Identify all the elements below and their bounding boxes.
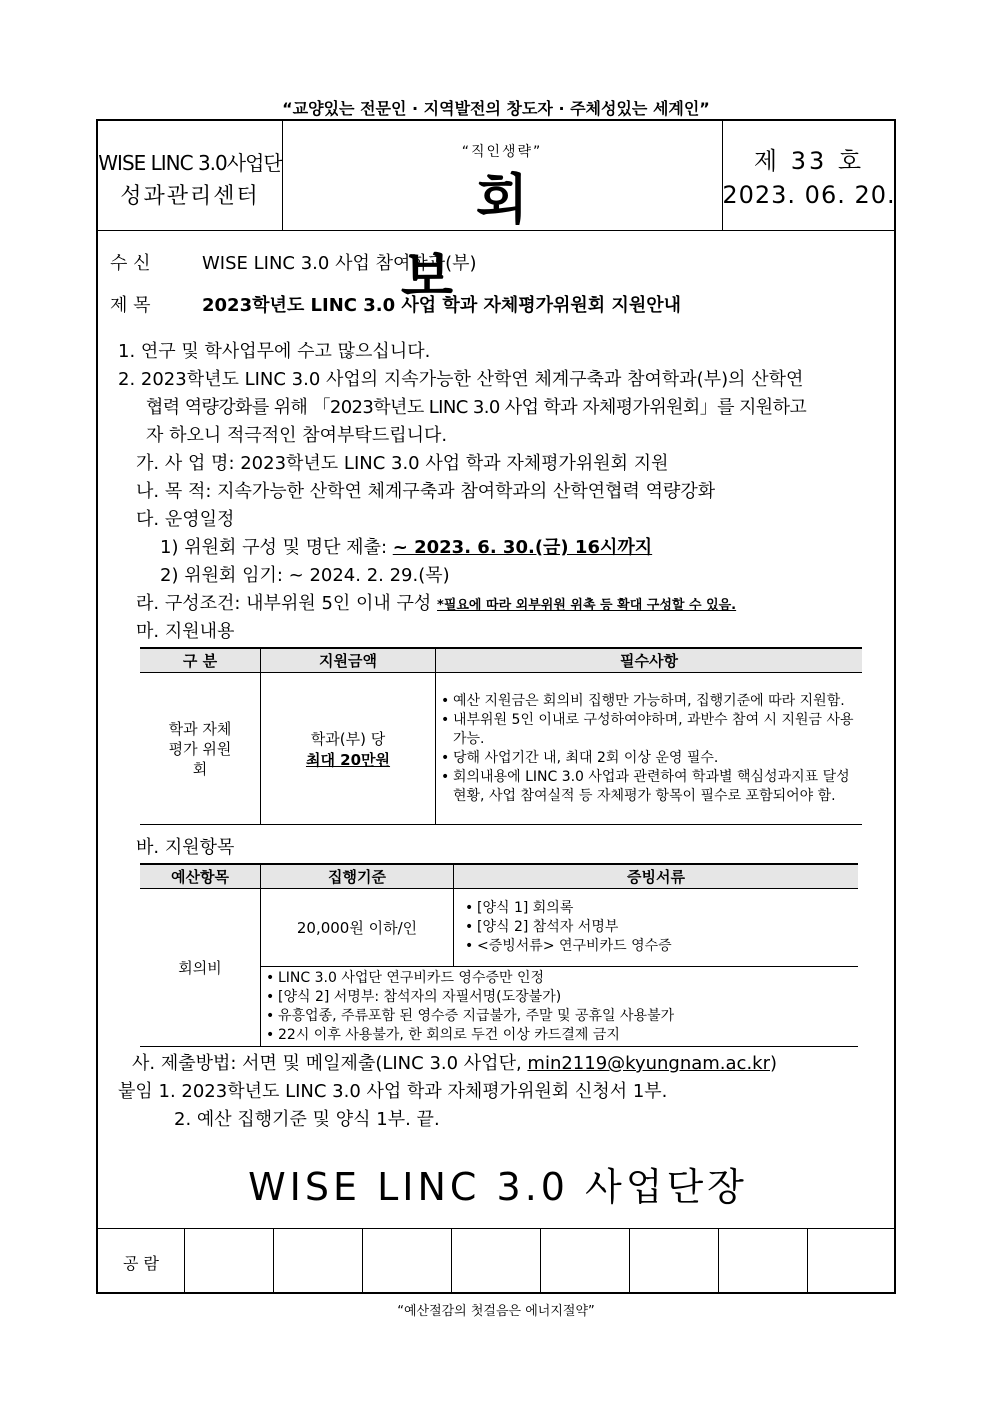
note-item: • [양식 2] 서명부: 참석자의 자필서명(도장불가): [278, 988, 853, 1007]
item-ra: [136, 589, 736, 615]
amount-max: 최대 20만원: [305, 750, 391, 769]
note-item: • 22시 이후 사용불가, 한 회의로 두건 이상 카드결제 금지: [278, 1026, 853, 1045]
seal-omitted-note: “직인생략”: [461, 144, 543, 160]
item-ma: 마. 지원내용: [136, 621, 235, 642]
doc-title: 회보: [400, 168, 679, 308]
requirement-item: • 당해 사업기간 내, 최대 2회 이상 운영 필수.: [453, 749, 857, 768]
circulation-cell: [362, 1228, 363, 1294]
circulation-cell: [273, 1228, 274, 1294]
circulation-divider: [98, 1228, 894, 1229]
org-name: WISE LINC 3.0사업단: [98, 151, 282, 175]
document-item: • <증빙서류> 연구비카드 영수증: [477, 937, 853, 956]
motto: “교양있는 전문인 · 지역발전의 창도자 · 주체성있는 세계인”: [282, 99, 710, 118]
support-requirements: [436, 673, 863, 825]
footer-slogan: “예산절감의 첫걸음은 에너지절약”: [397, 1304, 595, 1319]
subject-value: 2023학년도 LINC 3.0 사업 학과 자체평가위원회 지원안내: [202, 295, 682, 316]
item-notes: [261, 967, 859, 1047]
header-divider: [98, 230, 894, 231]
subject-label: 제 목: [110, 295, 151, 316]
signature: WISE LINC 3.0 사업단장: [248, 1165, 748, 1209]
recipient-value: WISE LINC 3.0 사업 참여학과(부): [202, 253, 477, 274]
support-amount: [261, 673, 436, 825]
circulation-cell: [718, 1228, 719, 1294]
circulation-cell: [629, 1228, 630, 1294]
item-standard: 20,000원 이하/인: [261, 889, 454, 967]
document-frame: [96, 119, 896, 1294]
item-na: 나. 목 적: 지속가능한 산학연 체계구축과 참여학과의 산학연협력 역량강화: [136, 481, 716, 502]
document-item: • [양식 2] 참석자 서명부: [477, 918, 853, 937]
note-item: • LINC 3.0 사업단 연구비카드 영수증만 인정: [278, 969, 853, 988]
recipient-label: 수 신: [110, 253, 151, 274]
requirement-item: • 내부위원 5인 이내로 구성하여야하며, 과반수 참여 시 지원금 사용가능.: [453, 711, 857, 749]
submission-method-end: ): [770, 1053, 778, 1074]
composition-note: *필요에 따라 외부위원 위촉 등 확대 구성할 수 있음.: [437, 598, 737, 613]
item-documents: [454, 889, 859, 967]
circulation-label: 공 람: [123, 1254, 159, 1273]
item-name: 회의비: [140, 889, 261, 1047]
item-ba: 바. 지원항목: [136, 837, 235, 858]
email-link[interactable]: min2119@kyungnam.ac.kr: [527, 1053, 771, 1074]
para-2-line3: 자 하오니 적극적인 참여부탁드립니다.: [146, 425, 448, 446]
item-sa: [132, 1049, 777, 1075]
schedule-2: 2) 위원회 임기: ~ 2024. 2. 29.(목): [160, 565, 450, 586]
item-ga: 가. 사 업 명: 2023학년도 LINC 3.0 사업 학과 자체평가위원회 지원: [136, 453, 669, 474]
support-table: [140, 647, 862, 825]
col-header-item: 예산항목: [140, 864, 261, 889]
note-item: • 유흥업종, 주류포함 된 영수증 지급불가, 주말 및 공휴일 사용불가: [278, 1007, 853, 1026]
para-2-line1: 2. 2023학년도 LINC 3.0 사업의 지속가능한 산학연 체계구축과 참여학과(부)의 산학연: [118, 369, 804, 390]
circulation-cell: [540, 1228, 541, 1294]
issue-date: 2023. 06. 20.: [722, 181, 896, 209]
item-table: [140, 863, 858, 1047]
col-header-requirements: 필수사항: [436, 648, 863, 673]
org-center: 성과관리센터: [120, 184, 260, 209]
col-header-documents: 증빙서류: [454, 864, 859, 889]
circulation-cell: [451, 1228, 452, 1294]
col-header-standard: 집행기준: [261, 864, 454, 889]
col-header-amount: 지원금액: [261, 648, 436, 673]
amount-per-dept: 학과(부) 당: [310, 729, 386, 748]
submission-method: 사. 제출방법: 서면 및 메일제출(LINC 3.0 사업단,: [132, 1053, 528, 1074]
support-category: 학과 자체평가 위원회: [140, 673, 261, 825]
requirement-item: • 회의내용에 LINC 3.0 사업과 관련하여 학과별 핵심성과지표 달성현황, 사업 참여실적 등 자체평가 항목이 필수로 포함되어야 함.: [453, 768, 857, 806]
circulation-cell: [184, 1228, 185, 1294]
issue-number: 제 33 호: [753, 147, 865, 175]
schedule-1-label: 1) 위원회 구성 및 명단 제출:: [160, 537, 393, 558]
attachment-1: 붙임 1. 2023학년도 LINC 3.0 사업 학과 자체평가위원회 신청서 1부.: [118, 1081, 668, 1102]
attachment-2: 2. 예산 집행기준 및 양식 1부. 끝.: [174, 1109, 440, 1130]
composition-condition: 라. 구성조건: 내부위원 5인 이내 구성: [136, 593, 432, 614]
para-1: 1. 연구 및 학사업무에 수고 많으십니다.: [118, 341, 431, 362]
submission-deadline: ~ 2023. 6. 30.(금) 16시까지: [392, 537, 653, 558]
para-2-line2: 협력 역량강화를 위해 「2023학년도 LINC 3.0 사업 학과 자체평가위원회」를 지원하고: [146, 397, 807, 418]
document-item: • [양식 1] 회의록: [477, 899, 853, 918]
circulation-cell: [807, 1228, 808, 1294]
schedule-1: [160, 533, 652, 559]
requirement-item: • 예산 지원금은 회의비 집행만 가능하며, 집행기준에 따라 지원함.: [453, 692, 857, 711]
col-header-category: 구 분: [140, 648, 261, 673]
item-da: 다. 운영일정: [136, 509, 235, 530]
